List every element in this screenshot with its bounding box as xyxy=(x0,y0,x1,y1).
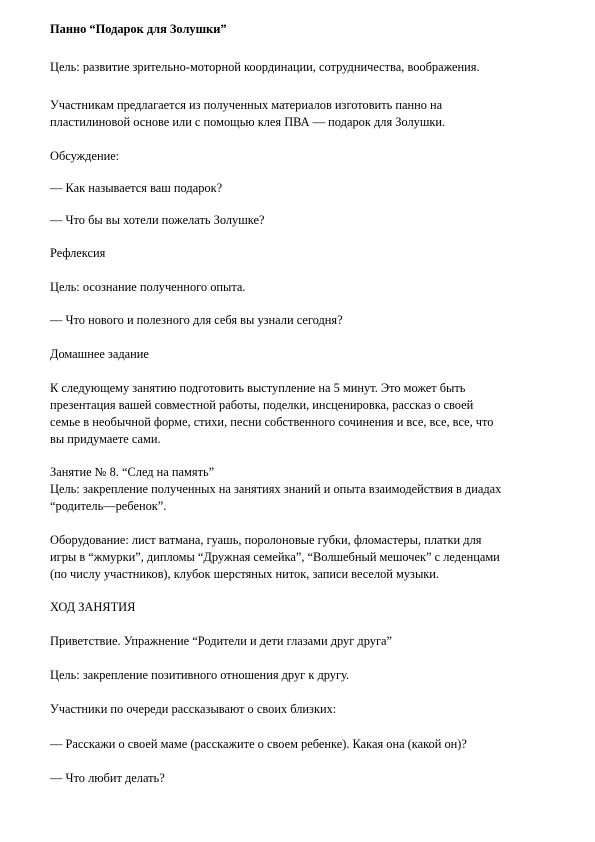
text-line: Оборудование: лист ватмана, гуашь, поролоновые губки, фломастеры, платки для xyxy=(50,533,482,547)
text-line: пластилиновой основе или с помощью клея ПВА — подарок для Золушки. xyxy=(50,115,446,129)
text-line: вы придумаете сами. xyxy=(50,432,161,446)
text-line: “родитель—ребенок”. xyxy=(50,499,167,513)
homework-heading: Домашнее задание xyxy=(50,347,149,361)
question-line: — Что любит делать? xyxy=(50,771,165,785)
text-line: семье в необычной форме, стихи, песни собственного сочинения и все, все, все, что xyxy=(50,415,494,429)
homework-paragraph xyxy=(50,380,550,448)
text-line: Участникам предлагается из полученных материалов изготовить панно на xyxy=(50,98,443,112)
text-line: презентация вашей совместной работы, поделки, инсценировка, рассказ о своей xyxy=(50,398,474,412)
goal-paragraph: Цель: закрепление позитивного отношения друг к другу. xyxy=(50,668,350,682)
question-line: — Что бы вы хотели пожелать Золушке? xyxy=(50,213,265,227)
question-line: — Что нового и полезного для себя вы узнали сегодня? xyxy=(50,313,343,327)
instruction-line: Участники по очереди рассказывают о своих близких: xyxy=(50,702,337,716)
text-line: К следующему занятию подготовить выступление на 5 минут. Это может быть xyxy=(50,381,466,395)
equipment-paragraph xyxy=(50,532,550,583)
question-line: — Как называется ваш подарок? xyxy=(50,181,223,195)
text-line: игры в “жмурки”, дипломы “Дружная семейка”, “Волшебный мешочек” с леденцами xyxy=(50,550,500,564)
greeting-line: Приветствие. Упражнение “Родители и дети глазами друг друга” xyxy=(50,634,393,648)
lesson-paragraph xyxy=(50,464,550,515)
text-line: Занятие № 8. “След на память” xyxy=(50,465,215,479)
text-line: (по числу участников), клубок шерстяных ниток, записи веселой музыки. xyxy=(50,567,440,581)
goal-paragraph: Цель: развитие зрительно-моторной координации, сотрудничества, воображения. xyxy=(50,60,480,74)
goal-paragraph: Цель: осознание полученного опыта. xyxy=(50,280,246,294)
reflection-heading: Рефлексия xyxy=(50,246,106,260)
lesson-progress-heading: ХОД ЗАНЯТИЯ xyxy=(50,600,136,614)
task-paragraph xyxy=(50,97,550,131)
discussion-heading: Обсуждение: xyxy=(50,149,120,163)
text-line: Цель: закрепление полученных на занятиях знаний и опыта взаимодействия в диадах xyxy=(50,482,502,496)
section-title: Панно “Подарок для Золушки” xyxy=(50,22,227,36)
question-line: — Расскажи о своей маме (расскажите о своем ребенке). Какая она (какой он)? xyxy=(50,737,467,751)
